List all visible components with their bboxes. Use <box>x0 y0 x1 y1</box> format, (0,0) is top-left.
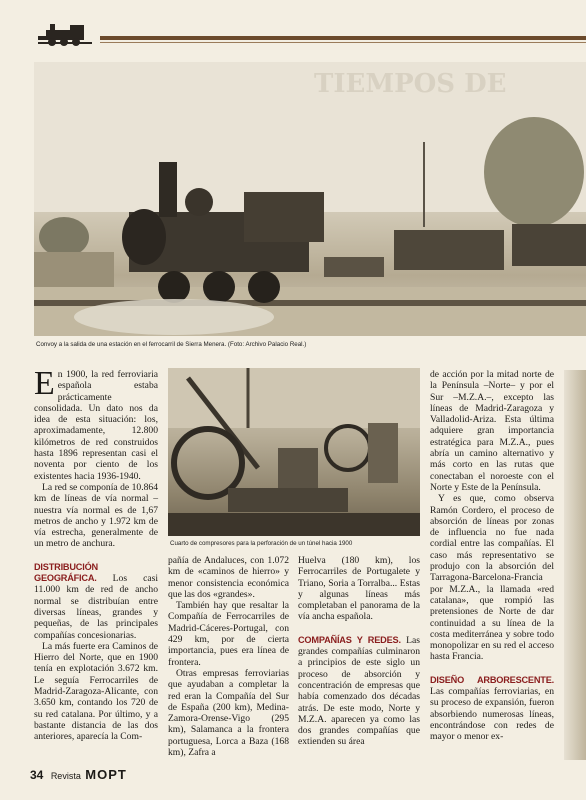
page-footer <box>30 766 127 784</box>
photo2-caption: Cuarto de compresores para la perforación de un túnel hacia 1900 <box>170 540 353 547</box>
page-number: 34 <box>30 768 44 782</box>
col1-p2: La red se componía de 10.864 km de líneas de vía normal –nuestra vía normal es de 1,67 metros de ancho y 1.972 km de vía estrecha, generalmente de un metro de anchura. <box>34 481 158 550</box>
col1-p1: n 1900, la red ferroviaria española estaba prácticamente consolidada. Un dato nos da idea de esta situación: los, aproximadamente, 12.800 kilómetros de red construidos hasta 1896 representan casi el noventa por ciento de los existentes hacia 1936-1940. <box>34 369 158 482</box>
header-rule-thin <box>100 42 586 43</box>
subhead-diseno: DISEÑO ARBORESCENTE. <box>430 674 554 685</box>
photo-caption: Convoy a la salida de una estación en el ferrocarril de Sierra Menera. (Foto: Archivo Palacio Real.) <box>36 341 307 348</box>
col2-p1: pañía de Andaluces, con 1.072 km de «caminos de hierro» y menor consistencia económica que las dos «grandes». <box>168 555 289 600</box>
footer-brand-logo: MOPT <box>85 767 127 782</box>
dropcap: E <box>34 365 55 402</box>
header-rule <box>100 36 586 40</box>
column-4 <box>430 369 554 743</box>
col4-p1: de acción por la mitad norte de la Península –Norte– y por el Sur –M.Z.A.–, excepto las líneas de Madrid-Zaragoza y Valladolid-Ariza. Esta última adquiere gran importancia estratégica para M.Z.A., pues abría un camino alternativo y más corto en las rutas que conectaban el noroeste con el Norte y Este de la Península. <box>430 369 554 493</box>
col4-p2: Y es que, como observa Ramón Cordero, el proceso de absorción de líneas por zonas de influencia no fue nada cordial entre las compañías. El caso más representativo se produjo con la absorción del Tarragona-Barcelona-Francia por M.Z.A., la llamada «red catalana», que rompió las pretensiones de Norte de dar continuidad a su línea de la costa mediterránea y sobre todo monopolizar en su red el acceso hasta Francia. <box>430 493 554 663</box>
subhead-companias: COMPAÑÍAS Y REDES. <box>298 634 401 645</box>
main-photo <box>34 62 586 336</box>
column-2 <box>168 555 289 758</box>
subhead-distribucion: DISTRIBUCIÓN GEOGRÁFICA. <box>34 561 98 584</box>
footer-revista: Revista <box>50 771 81 781</box>
col1-p3: Los casi 11.000 km de red de ancho normal se distribuían entre diversas líneas, grandes y pequeñas, de las principales compañías concesionarias. <box>34 573 158 641</box>
compressor-room-photo <box>168 368 420 536</box>
col4-p3: Las compañías ferroviarias, en su proceso de expansión, fueron absorbiendo numerosas líneas, encontrándose con redes de mayor o menor ex- <box>430 686 554 743</box>
column-3 <box>298 555 420 748</box>
locomotive-icon <box>36 22 94 48</box>
col2-p3: Otras empresas ferroviarias que ayudaban a completar la red eran la Compañía del Sur de España (200 km), Medina-Zamora-Orense-Vigo (295 km), Salamanca a la frontera portuguesa, Lorca a Baza (168 km), Zafra a <box>168 667 289 759</box>
col3-p2: Las grandes compañías culminaron a principios de este siglo un proceso de absorción y concentración de empresas que había comenzado dos décadas atrás. De este modo, Norte y M.Z.A. aparecen ya como las dos grandes compañías que extienden su área <box>298 634 420 748</box>
compressor-illustration <box>168 368 420 536</box>
column-1 <box>34 365 158 743</box>
col2-p2: También hay que resaltar la Compañía de Ferrocarriles de Madrid-Cáceres-Portugal, con 429 km, por de cierta importancia, pues era línea de frontera. <box>168 600 289 668</box>
col3-p1: Huelva (180 km), los Ferrocarriles de Portugalete y Triano, Soria a Torralba... Estas y algunas líneas más completaban el panorama de la vía ancha española. <box>298 555 420 623</box>
col1-p4: La más fuerte era Caminos de Hierro del Norte, que en 1900 tenía en explotación 3.672 km. Le seguía Ferrocarriles de Madrid-Zaragoza-Alicante, con 3.650 km, contando los 720 de su red catalana. Por último, y a bastante distancia de las dos anteriores, aparecía la Com- <box>34 640 158 743</box>
photo-overlay-text: TIEMPOS DE <box>314 69 507 99</box>
train-photo-illustration <box>34 62 586 336</box>
page-edge-shadow <box>564 370 586 760</box>
